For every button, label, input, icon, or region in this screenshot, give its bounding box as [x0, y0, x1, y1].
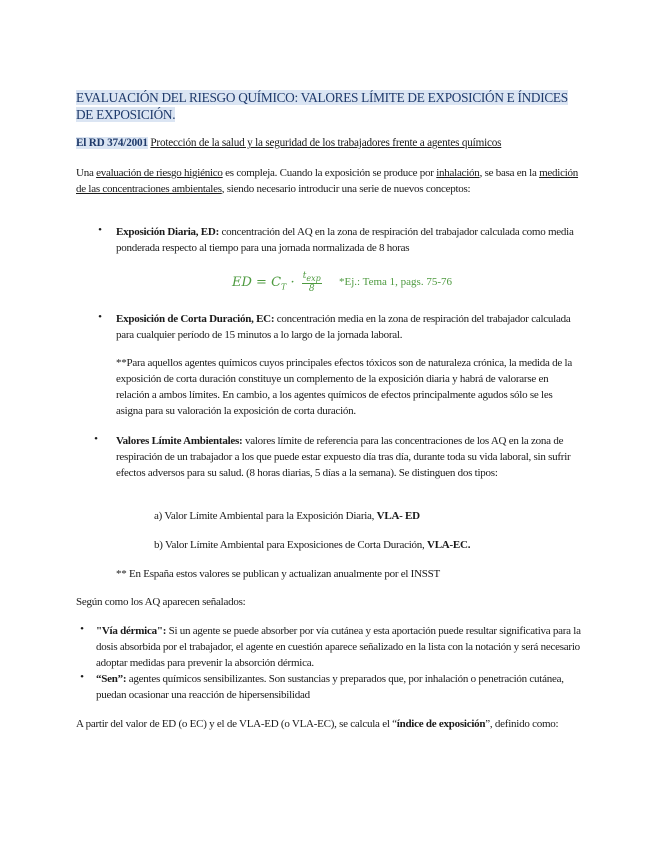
vla-definition: Valores Límite Ambientales: valores límite de referencia para las concentraciones de los AQ en la zona de respiración de un trabajador a los que puede estar expuesto día tras día, durante toda su vida laboral, sin sufrir efectos adversos para su salud. (8 horas diarias, 5 días a la semana). Se distinguen dos tipos:: [116, 435, 571, 479]
page-title: EVALUACIÓN DEL RIESGO QUÍMICO: VALORES LÍMITE DE EXPOSICIÓN E ÍNDICES DE EXPOSICIÓN.: [76, 90, 568, 122]
ec-note: **Para aquellos agentes químicos cuyos principales efectos tóxicos son de naturaleza crónica, la medida de la exposición de corta duración constituye un complemento de la exposición diaria y habrá de valorarse en relación a ambos límites. En cambio, a los agentes químicos de efectos principalmente agudos sólo se les asigna para su valoración la exposición de corta duración.: [116, 357, 572, 417]
bullet-icon: •: [80, 623, 84, 635]
law-reference: [76, 137, 501, 149]
ed-definition: Exposición Diaria, ED: concentración del AQ en la zona de respiración del trabajador calculada como media ponderada respecto al tiempo para una jornada normalizada de 8 horas: [116, 226, 574, 254]
vla-ed-item: a) Valor Límite Ambiental para la Exposición Diaria, VLA- ED: [154, 510, 420, 522]
intro-paragraph: Una evaluación de riesgo higiénico es compleja. Cuando la exposición se produce por inhalación, se basa en la medición de las concentraciones ambientales, siendo necesario introducir una serie de nuevos conceptos:: [76, 167, 579, 195]
bullet-icon: •: [80, 671, 84, 683]
sen-item: “Sen”: agentes químicos sensibilizantes. Son sustancias y preparados que, por inhalación o penetración cutánea, puedan ocasionar una reacción de hipersensibilidad: [96, 673, 564, 701]
bullet-icon: •: [98, 311, 102, 323]
ed-formula: ED = $C_T$ · $\frac{t_{exp}}{8}$: [232, 271, 321, 294]
insst-note: ** En España estos valores se publican y actualizan anualmente por el INSST: [116, 568, 440, 580]
law-code: El RD 374/2001: [76, 137, 148, 149]
bullet-icon: •: [98, 224, 102, 236]
vla-ec-item: b) Valor Límite Ambiental para Exposiciones de Corta Duración, VLA-EC.: [154, 539, 471, 551]
bullet-icon: •: [94, 433, 98, 445]
via-dermica-item: "Vía dérmica": Si un agente se puede absorber por vía cutánea y esta aportación puede resultar significativa para la dosis absorbida por el trabajador, el agente en cuestión aparece señalizado en la lista con la notación y será necesario adoptar medidas para prevenir la absorción dérmica.: [96, 625, 581, 669]
ec-definition: Exposición de Corta Duración, EC: concentración media en la zona de respiración del trabajador calculada para cualquier período de 15 minutos a lo largo de la jornada laboral.: [116, 313, 571, 341]
final-paragraph: A partir del valor de ED (o EC) y el de VLA-ED (o VLA-EC), se calcula el “índice de exposición”, definido como:: [76, 718, 559, 730]
law-description: Protección de la salud y la seguridad de los trabajadores frente a agentes químicos: [150, 137, 502, 149]
formula-note: *Ej.: Tema 1, pags. 75-76: [339, 276, 452, 288]
segun-paragraph: Según como los AQ aparecen señalados:: [76, 596, 246, 608]
